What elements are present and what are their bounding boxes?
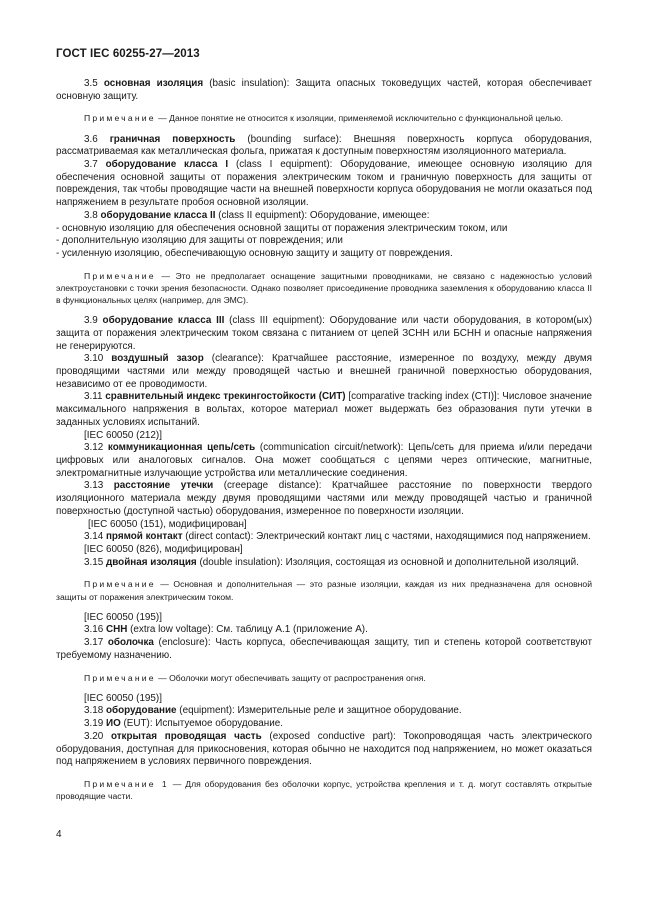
- reference: [IEC 60050 (826), модифицирован]: [84, 543, 243, 555]
- definition-3-6: 3.6 граничная поверхность (bounding surface): Внешняя поверхность корпуса оборудования, рассматриваемая как металлическая фольга, прижатая к доступным поверхностям изоляционного материала.: [56, 133, 592, 158]
- list-item: - усиленную изоляцию, обеспечивающую основную защиту и защиту от повреждения.: [56, 247, 453, 259]
- term: основная изоляция: [103, 78, 204, 89]
- definition-3-20: 3.20 открытая проводящая часть (exposed conductive part): Токопроводящая часть электрического оборудования, доступная для прикосновения, которая обычно не находится под напряжением, но может оказаться под напряжением в условиях первичного повреждения.: [56, 730, 592, 768]
- term: оборудование класса III: [102, 315, 225, 327]
- document-header: ГОСТ IEC 60255-27—2013: [56, 48, 200, 60]
- note-label: Примечание: [84, 579, 156, 590]
- definition-3-16: 3.16 СНН (extra low voltage): См. таблицу А.1 (приложение А).: [84, 624, 368, 636]
- term: оборудование: [105, 705, 177, 717]
- note-3-20: Примечание 1 — Для оборудования без оболочки корпус, устройства крепления и т. д. могут составлять открытые проводящие части.: [56, 778, 593, 802]
- reference: [IEC 60050 (151), модифицирован]: [88, 518, 247, 530]
- term: расстояние утечки: [113, 480, 214, 492]
- term: СНН: [105, 624, 128, 636]
- definition-3-18: 3.18 оборудование (equipment): Измерительные реле и защитное оборудование.: [84, 705, 462, 717]
- list-item: - дополнительную изоляцию для защиты от повреждения; или: [56, 235, 343, 247]
- definition-3-14: 3.14 прямой контакт (direct contact): Электрический контакт лиц с частями, находящимися под напряжением.: [84, 531, 591, 543]
- definition-3-7: 3.7 оборудование класса I (class I equipment): Оборудование, имеющее основную изоляцию для обеспечения основной защиты от поражения электрическим током и граничную поверхность для защиты от повреждения, так чтобы проводящие части на внешней поверхности корпуса оборудования не могли оказаться под напряжением в результате пробоя основной изоляции.: [56, 159, 593, 209]
- term: ИО: [105, 718, 121, 730]
- note-3-8: Примечание — Это не предполагает оснащение защитными проводниками, не связано с надежностью условий электроустановки с точки зрения безопасности. Однако позволяет присоединение проводника заземления к оборудованию класса II в функциональных целях (например, для ЭМС).: [56, 270, 592, 306]
- definition-3-19: 3.19 ИО (EUT): Испытуемое оборудование.: [84, 718, 283, 730]
- definition-3-9: 3.9 оборудование класса III (class III equipment): Оборудование или части оборудования, в котором(ых) защита от поражения электрическим током связана с питанием от цепей ЗСНН или БСНН и опасные напряжения не генерируются.: [56, 315, 592, 352]
- definition-3-10: 3.10 воздушный зазор (clearance): Кратчайшее расстояние, измеренное по воздуху, между двумя проводящими частями или между проводящей частью и внешней граничной поверхностью оборудования, независимо от ее проводимости.: [56, 353, 592, 390]
- term: прямой контакт: [105, 531, 183, 543]
- reference: [IEC 60050 (212)]: [84, 429, 162, 441]
- term: оболочка: [107, 637, 154, 649]
- definition-3-15: 3.15 двойная изоляция (double insulation): Изоляция, состоящая из основной и дополнительной изоляций.: [84, 556, 579, 568]
- term: сравнительный индекс трекингостойкости (СИТ): [105, 391, 346, 403]
- page-number: 4: [56, 829, 62, 840]
- term: воздушный зазор: [111, 353, 204, 365]
- definition-3-11: 3.11 сравнительный индекс трекингостойкости (СИТ) [comparative tracking index (CTI)]: Числовое значение максимального напряжения в вольтах, которое материал может выдержать без образования пути утечки в заданных условиях испытаний.: [56, 391, 592, 428]
- note-label: Примечание: [84, 113, 156, 124]
- definition-3-12: 3.12 коммуникационная цепь/сеть (communication circuit/network): Цепь/сеть для приема и/или передачи цифровых или аналоговых сигналов. Она может сообщаться с цепями через оптические, магнитные, электромагнитные излучающие устройства или металлические соединения.: [56, 442, 593, 479]
- document-body: [56, 78, 592, 811]
- note-3-5: Примечание — Данное понятие не относится к изоляции, применяемой исключительно с функциональной целью.: [84, 113, 564, 124]
- definition-3-13: 3.13 расстояние утечки (creepage distance): Кратчайшее расстояние по поверхности твердого изоляционного материала между двумя проводящими частями или между проводящей частью и граничной поверхностью (доступной частью) оборудования, измеренное по поверхности изоляции.: [56, 480, 592, 517]
- term: оборудование класса II: [100, 209, 216, 221]
- note-label: Примечание 1: [84, 778, 169, 789]
- note-3-17: Примечание — Оболочки могут обеспечивать защиту от распространения огня.: [84, 672, 426, 683]
- list-item: - основную изоляцию для обеспечения основной защиты от поражения электрическим током, или: [56, 222, 508, 234]
- definition-3-17: 3.17 оболочка (enclosure): Часть корпуса, обеспечивающая защиту, тип и степень которой соответствуют требуемому назначению.: [56, 637, 592, 661]
- term: коммуникационная цепь/сеть: [107, 442, 256, 454]
- term: открытая проводящая часть: [110, 730, 262, 742]
- definition-3-5: 3.5 основная изоляция (basic insulation): Защита опасных токоведущих частей, которая обеспечивает основную защиту.: [56, 78, 592, 102]
- term: граничная поверхность: [109, 133, 236, 145]
- note-3-15: Примечание — Основная и дополнительная — это разные изоляции, каждая из них предназначена для основной защиты от поражения электрическим током.: [56, 579, 592, 602]
- note-label: Примечание: [84, 672, 156, 683]
- note-label: Примечание: [84, 270, 156, 281]
- reference: [IEC 60050 (195)]: [84, 611, 162, 623]
- definition-3-8: 3.8 оборудование класса II (class II equipment): Оборудование, имеющее:: [84, 209, 430, 221]
- term: оборудование класса I: [105, 159, 229, 171]
- reference: [IEC 60050 (195)]: [84, 692, 162, 704]
- term: двойная изоляция: [105, 556, 197, 568]
